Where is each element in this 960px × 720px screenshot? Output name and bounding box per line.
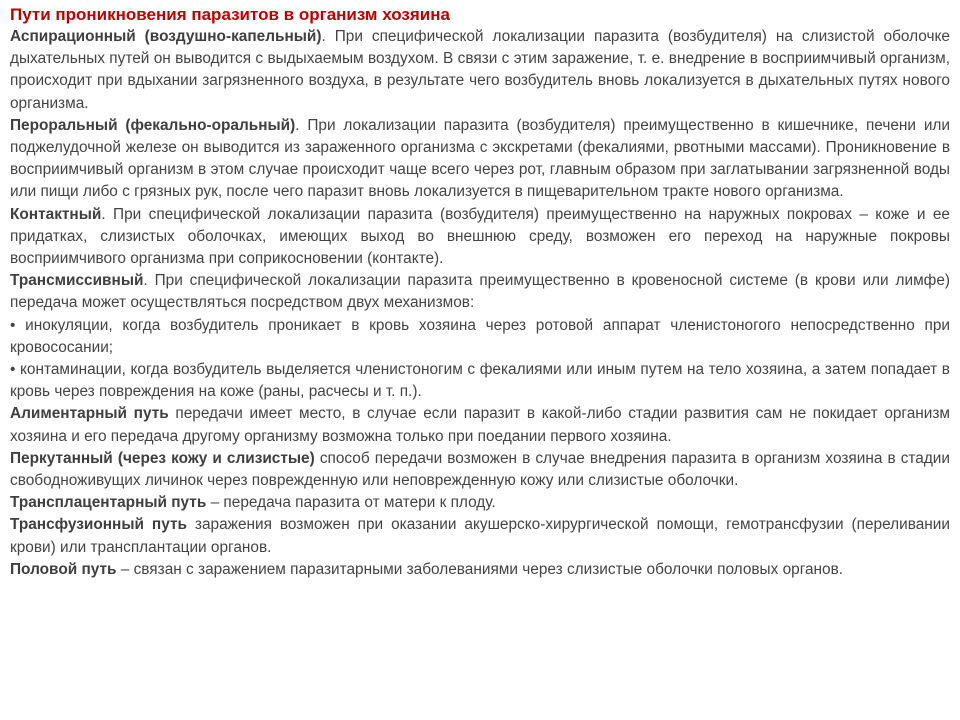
paragraph-percutaneous bbox=[10, 448, 950, 492]
page-title: Пути проникновения паразитов в организм хозяина bbox=[10, 5, 450, 24]
paragraph-contact bbox=[10, 204, 950, 271]
text-transmissive: . При специфической локализации паразита преимущественно в кровеносной системе (в крови или лимфе) передача может осуществляться посредством двух механизмов: bbox=[10, 272, 950, 312]
paragraph-transmissive bbox=[10, 270, 950, 314]
text-transfusion: заражения возможен при оказании акушерско-хирургической помощи, гемотрансфузии (переливании крови) или трансплантации органов. bbox=[10, 516, 950, 556]
paragraph-aspiration bbox=[10, 26, 950, 115]
term-transplacental: Трансплацентарный путь bbox=[10, 494, 207, 512]
term-contact: Контактный bbox=[10, 205, 102, 223]
term-sexual: Половой путь bbox=[10, 560, 117, 578]
paragraph-transfusion bbox=[10, 514, 950, 558]
term-peroral: Пероральный (фекально-оральный) bbox=[10, 116, 296, 134]
text-transplacental: – передача паразита от матери к плоду. bbox=[206, 494, 496, 512]
term-aspiration: Аспирационный (воздушно-капельный) bbox=[10, 28, 322, 45]
bullet-contamination bbox=[10, 359, 950, 403]
paragraph-sexual bbox=[10, 559, 950, 581]
text-percutaneous: способ передачи возможен в случае внедрения паразита в организм хозяина в стадии свободноживущих личинок через поврежденную или неповрежденную кожу или слизистые оболочки. bbox=[10, 449, 951, 490]
text-inoculation: • инокуляции, когда возбудитель проникает в кровь хозяина через ротовой аппарат членистоногого непосредственно при кровососании; bbox=[10, 316, 950, 356]
text-contamination: • контаминации, когда возбудитель выделяется членистоногим с фекалиями или иным путем на тело хозяина, а затем попадает в кровь через повреждения на коже (раны, расчесы и т. п.). bbox=[10, 361, 950, 401]
term-alimentary: Алиментарный путь bbox=[10, 405, 169, 423]
text-contact: . При специфической локализации паразита (возбудителя) преимущественно на наружных покровах – коже и ее придатках, слизистых оболочках, имеющих выход во внешнюю среду, возможен его переход на наружные покровы восприимчивого организма при соприкосновении (контакте). bbox=[10, 205, 950, 268]
text-peroral: . При локализации паразита (возбудителя) преимущественно в кишечнике, печени или поджелудочной железе он выводится из зараженного организма с экскретами (фекалиями, рвотными массами). Проникновение в восприимчивый организм в этом случае происходит чаще всего через рот, главным образом при заглатывании загрязненной воды или пищи либо с грязных рук, после чего паразит вновь локализуется в пищеварительном тракте нового организма. bbox=[10, 116, 950, 201]
bullet-inoculation bbox=[10, 315, 950, 359]
term-transfusion: Трансфузионный путь bbox=[10, 516, 187, 534]
paragraph-transplacental bbox=[10, 492, 950, 514]
text-aspiration: . При специфической локализации паразита (возбудителя) на слизистой оболочке дыхательных путей он выводится с выдыхаемым воздухом. В связи с этим заражение, т. е. внедрение в восприимчивый организм, происходит при вдыхании загрязненного воздуха, в результате чего возбудитель вновь локализуется в дыхательных путях нового организма. bbox=[10, 28, 950, 112]
paragraph-alimentary bbox=[10, 403, 950, 447]
text-alimentary: передачи имеет место, в случае если паразит в какой-либо стадии развития сам не покидает организм хозяина и его передача другому организму возможна только при поедании первого хозяина. bbox=[10, 405, 951, 445]
term-transmissive: Трансмиссивный bbox=[10, 272, 144, 290]
term-percutaneous: Перкутанный (через кожу и слизистые) bbox=[10, 449, 315, 467]
paragraph-peroral bbox=[10, 115, 950, 204]
text-sexual: – связан с заражением паразитарными заболеваниями через слизистые оболочки половых органов. bbox=[116, 560, 844, 578]
